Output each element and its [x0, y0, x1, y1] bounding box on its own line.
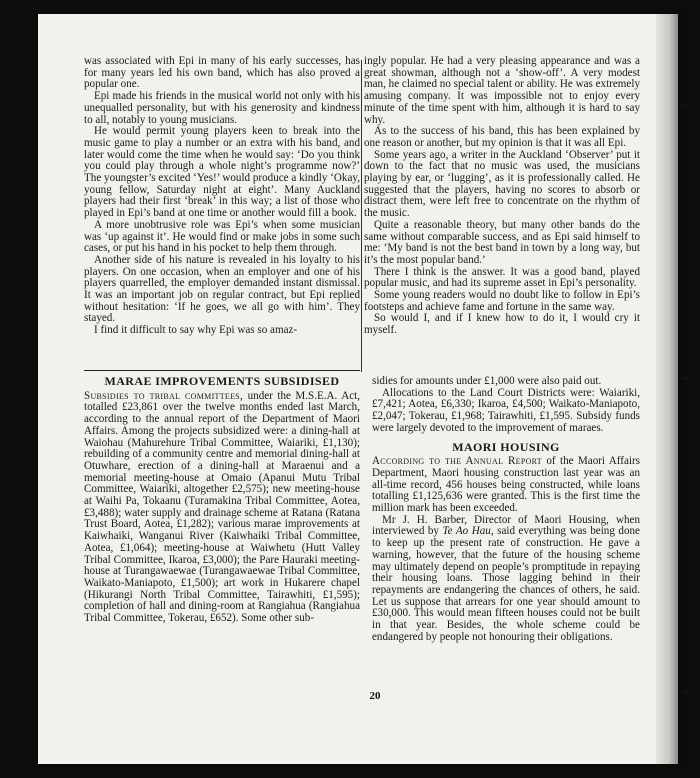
paragraph [372, 456, 640, 515]
marae-heading: MARAE IMPROVEMENTS SUBSIDISED [104, 374, 340, 388]
margin-mark [680, 104, 688, 107]
paragraph: As to the success of his band, this has been explained by one reason or another, but my opinion is that it was all Epi. [364, 125, 640, 149]
paragraph: There I think is the answer. It was a good band, played popular music, and had its supreme asset in Epi’s personality. [364, 265, 640, 290]
body-text: under the M.S.E.A. Act, totalled £23,861 over the twelve months ended last March, according to the annual report of the Department of Maori Affairs. Among the projects subsidized were: a dining-hall at Waiohau (Mahurehure Tribal Committee, Waiariki, £1,130); rebuilding of a community centre and memorial dining-hall at Otuwhare, erection of a dining-hall at Maraenui and a memorial meeting-house at Omaio (Apanui Mutu Tribal Committee, Waiariki, altogether £2,575); new meeting-house at Waihi Pa, Tokaanu (Turamakina Tribal Committee, Aotea, £3,488); water supply and drainage scheme at Ratana (Ratana Trust Board, Aotea, £1,282); various marae improvements at Kaiwhaiki, Wanganui River (Kaiwhaiki Tribal Committee, Aotea, £1,064); meeting-house at Waiwhetu (Hutt Valley Tribal Committee, Ikaroa, £3,000); the Pare Hauraki meeting-house at Turangawaewae (Turangawaewae Tribal Committee, Waikato-Maniapoto, £1,500); art work in Hukarere chapel (Hikurangi North Tribal Committee, Tairawhiti, £1,595); completion of hall and dining-room at Rangiahua (Rangiahua Tribal Committee, Tokerau, £652). Some other sub- [84, 389, 360, 625]
column-right-top [364, 56, 640, 337]
column-right-bottom [372, 376, 640, 643]
paragraph: Another side of his nature is revealed in his loyalty to his players. On one occasion, when an employer and one of his players quarrelled, the employer demanded instant dismissal. It was an important job on regular contract, but Epi replied without hesitation: ‘If he goes, we all go with him’. They stayed. [84, 253, 360, 325]
publication-title: Te Ao Hau [442, 525, 491, 538]
housing-heading: MAORI HOUSING [452, 439, 560, 454]
paragraph: Some years ago, a writer in the Auckland ‘Observer’ put it down to the fact that no music was used, the musicians playing by ear, or ‘lugging’, as it is professionally called. He suggested that the players, having no scores to absorb or distract them, were left free to concentrate on the rhythm of the music. [364, 148, 640, 220]
paragraph: A more unobtrusive role was Epi’s when some musician was ‘up against it’. He would find or make jobs in some such cases, or put his hand in his pocket to help them through. [84, 218, 360, 255]
page-number: 20 [369, 690, 381, 702]
lead-in: According to the Annual Report [372, 455, 542, 468]
body-text: Mr J. H. Barber, Director of Maori Housing, when interviewed by [372, 513, 640, 538]
body-text: of the Maori Affairs Department, Maori housing construction last year was an all-time record, 456 houses being constructed, while loans totalling £1,125,636 were granted. This is the first time the million mark has been exceeded. [372, 455, 640, 515]
paragraph: ingly popular. He had a very pleasing appearance and was a great showman, although not a ‘show-off’. A very modest man, he claimed no special talent or ability. He was extremely amusing company. It was impossible not to enjoy every minute of the time spent with him, although it is hard to say why. [364, 55, 640, 126]
paragraph [372, 515, 640, 644]
paragraph: Epi made his friends in the musical world not only with his unequalled personality, but with his generosity and kindness to all, notably to young musicians. [84, 90, 360, 126]
section-rule [84, 370, 360, 371]
column-divider [361, 60, 362, 372]
column-left-top [84, 56, 360, 337]
lead-in: Subsidies to tribal committees, [84, 389, 244, 402]
book-spine-edge [656, 14, 678, 764]
paragraph [84, 391, 360, 625]
paragraph: He would permit young players keen to break into the music game to play a number or an extra with his band, and later would come the time when he would say: ‘Do you think you could play through a whole night’s programme now?’ The youngster’s excited ‘Yes!’ would produce a kindly ‘Okay, young fellow, Saturday night at eight’. Many Auckland players had their first ‘break’ in this way; a list of those who played in Epi’s band at one time or another would fill a book. [84, 125, 360, 220]
paragraph: Allocations to the Land Court Districts were: Waiariki, £7,421; Aotea, £6,330; Ikaroa, £4,500; Waikato-Maniapoto, £2,047; Tokerau, £1,968; Tairawhiti, £1,595. Subsidy funds were largely devoted to the improvement of maraes. [372, 386, 640, 434]
paragraph: was associated with Epi in many of his early successes, has for many years led his own band, which has also proved a popular one. [84, 55, 360, 91]
paragraph: I find it difficult to say why Epi was so amaz- [93, 324, 298, 337]
margin-mark [682, 377, 692, 380]
paragraph: Some young readers would no doubt like to follow in Epi’s footsteps and achieve fame and fortune in the same way. [364, 289, 640, 313]
paragraph: Quite a reasonable theory, but many other bands do the same without comparable success, and as Epi said himself to me: ‘My band is not the best band in town by a long way, but it’s the most popular band.’ [364, 218, 640, 266]
marae-article [84, 376, 360, 625]
paragraph: sidies for amounts under £1,000 were also paid out. [372, 375, 602, 387]
paragraph: So would I, and if I knew how to do it, I would cry it myself. [364, 312, 640, 337]
body-text: , said everything was being done to keep up the present rate of construction. He gave a warning, however, that the future of the housing scheme may ultimately depend on people’s promptitude in repaying their housing loans. Those lagging behind in their repayments are endangering the chances of others, he said. Let us suppose that arrears for one year should amount to £30,000. This would mean fifteen houses could not be built in that year. Besides, the whole scheme could be endangered by people not honouring their obligations. [372, 525, 640, 643]
margin-mark [683, 690, 691, 693]
